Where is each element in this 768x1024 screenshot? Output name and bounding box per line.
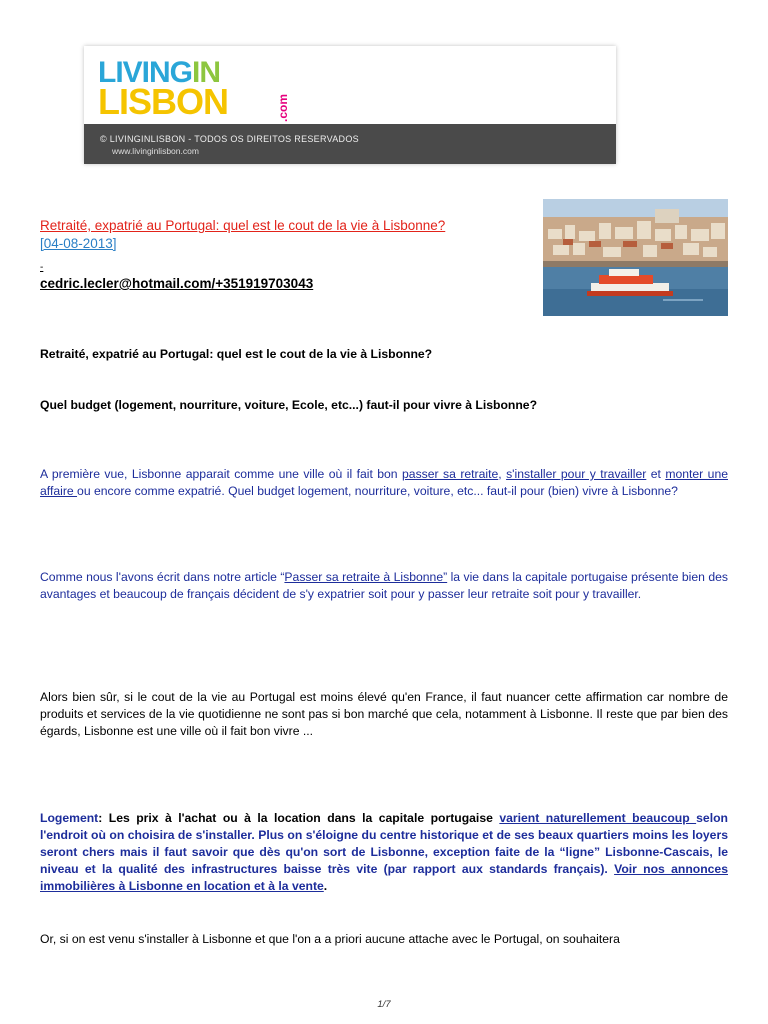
paragraph-1 — [40, 466, 728, 500]
p2-text-1: Comme nous l'avons écrit dans notre article “ — [40, 570, 285, 584]
copyright-text: © LIVINGINLISBON - TODOS OS DIREITOS RESERVADOS — [100, 134, 359, 144]
paragraph-2 — [40, 569, 728, 603]
p1-text-3: et — [646, 467, 666, 481]
business-link[interactable]: monter une affaire — [40, 467, 729, 498]
logo-lisbon: LISBON — [98, 81, 229, 122]
logement-label: Logement — [40, 811, 99, 825]
lisbon-ferry-photo — [543, 199, 728, 316]
p1-text-4: ou encore comme expatrié. Quel budget logement, nourriture, voiture, etc... faut-il pour (bien) vivre à Lisbonne? — [77, 484, 678, 498]
logo-com: .com — [276, 93, 290, 122]
retirement-link[interactable]: passer sa retraite — [402, 467, 499, 481]
contact-link[interactable]: cedric.lecler@hotmail.com/+351919703043 — [40, 276, 314, 291]
page-number: 1/7 — [377, 999, 391, 1010]
heading-2: Quel budget (logement, nourriture, voiture, Ecole, etc...) faut-il pour vivre à Lisbonne? — [40, 398, 538, 412]
site-logo[interactable] — [98, 56, 298, 122]
paragraph-5: Or, si on est venu s'installer à Lisbonne et que l'on a a priori aucune attache avec le Portugal, on souhaitera — [40, 932, 620, 946]
header-banner — [84, 46, 616, 164]
heading-1: Retraité, expatrié au Portugal: quel est le cout de la vie à Lisbonne? — [40, 347, 433, 361]
article-title-link[interactable]: Retraité, expatrié au Portugal: quel est le cout de la vie à Lisbonne? — [40, 218, 446, 233]
retirement-article-link[interactable]: Passer sa retraite à Lisbonne” — [284, 570, 448, 584]
p4-text-3: . — [323, 879, 328, 893]
listings-link[interactable]: Voir nos annonces immobilières à Lisbonne en location et à la vente — [40, 862, 728, 893]
logo-living: LIVING — [98, 56, 193, 89]
site-url: www.livinginlisbon.com — [112, 146, 199, 156]
logo-in: IN — [192, 56, 221, 89]
banner-bar — [84, 124, 616, 164]
p4-text-1: : Les prix à l'achat ou à la location dans la capitale portugaise — [98, 811, 500, 825]
separator-dash: - — [40, 262, 44, 273]
prices-link[interactable]: varient naturellement beaucoup — [499, 811, 697, 825]
p1-text-2: , — [498, 467, 507, 481]
p4-text-2: selon l'endroit où on choisira de s'installer. Plus on s'éloigne du centre historique et de ses beaux quartiers moins les loyers seront chers mais il faut savoir que dès qu'on sort de Lisbonne, exception faite de la “ligne” Lisbonne-Cascais, le niveau et la qualité des infrastructures baisse très vite (par rapport aux standards français). — [40, 811, 728, 876]
p1-text-1: A première vue, Lisbonne apparait comme une ville où il fait bon — [40, 467, 403, 481]
paragraph-4 — [40, 810, 728, 895]
article-date[interactable]: [04-08-2013] — [40, 236, 117, 251]
p2-text-2: la vie dans la capitale portugaise présente bien des avantages et beaucoup de français décident de s'y expatrier soit pour y passer leur retraite soit pour y travailler. — [40, 570, 729, 601]
paragraph-3: Alors bien sûr, si le cout de la vie au Portugal est moins élevé qu'en France, il faut nuancer cette affirmation car nombre de produits et services de la vie quotidienne ne sont pas si bon marché que cela, notamment à Lisbonne. Il reste que par bien des égards, Lisbonne est une ville où il fait bon vivre ... — [40, 690, 728, 738]
work-link[interactable]: s'installer pour y travailler — [506, 467, 647, 481]
